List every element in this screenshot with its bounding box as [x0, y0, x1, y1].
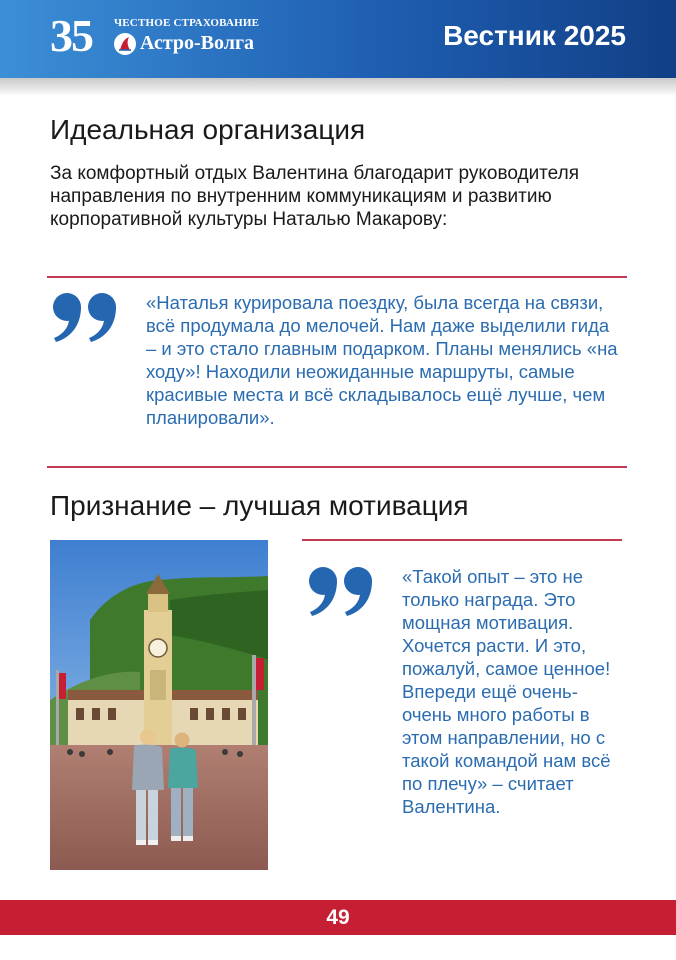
- travel-photo: [50, 540, 268, 870]
- quote-natalya: «Наталья курировала поездку, была всегда на связи, всё продумала до мелочей. Нам даже выделили гида – и это стало главным подарком. Планы менялись «на ходу»! Находили неожиданные маршруты, самые красивые места и всё складывалось ещё лучше, чем планировали».: [146, 292, 618, 428]
- company-logo: [50, 12, 280, 64]
- page-header: [0, 0, 676, 78]
- header-divider: [0, 78, 676, 96]
- section-heading-motivation: Признание – лучшая мотивация: [50, 490, 469, 521]
- quotation-mark-icon: [52, 292, 120, 344]
- logo-emblem-icon: [114, 33, 136, 55]
- logo-anniversary-number: 35: [50, 10, 92, 61]
- page-number: 49: [326, 906, 350, 929]
- intro-paragraph: За комфортный отдых Валентина благодарит руководителя направления по внутренним коммуникациям и развитию корпоративной культуры Наталью Макарову:: [50, 163, 579, 230]
- page-footer: [0, 900, 676, 935]
- quote-top-rule: [47, 276, 627, 278]
- quotation-mark-icon-2: [308, 566, 376, 618]
- issue-title: Вестник 2025: [443, 20, 626, 51]
- logo-company-name: Астро-Волга: [140, 32, 255, 54]
- quote-bottom-rule: [47, 466, 627, 468]
- section-heading-organization: Идеальная организация: [50, 114, 366, 145]
- quote2-top-rule: [302, 539, 622, 541]
- logo-tagline: ЧЕСТНОЕ СТРАХОВАНИЕ: [114, 17, 260, 29]
- quote-valentina: «Такой опыт – это не только награда. Это мощная мотивация. Хочется расти. И это, пожалуй, самое ценное! Впереди ещё очень-очень много работы в этом направлении, но с такой командой нам всё по плечу» – считает Валентина.: [402, 566, 611, 817]
